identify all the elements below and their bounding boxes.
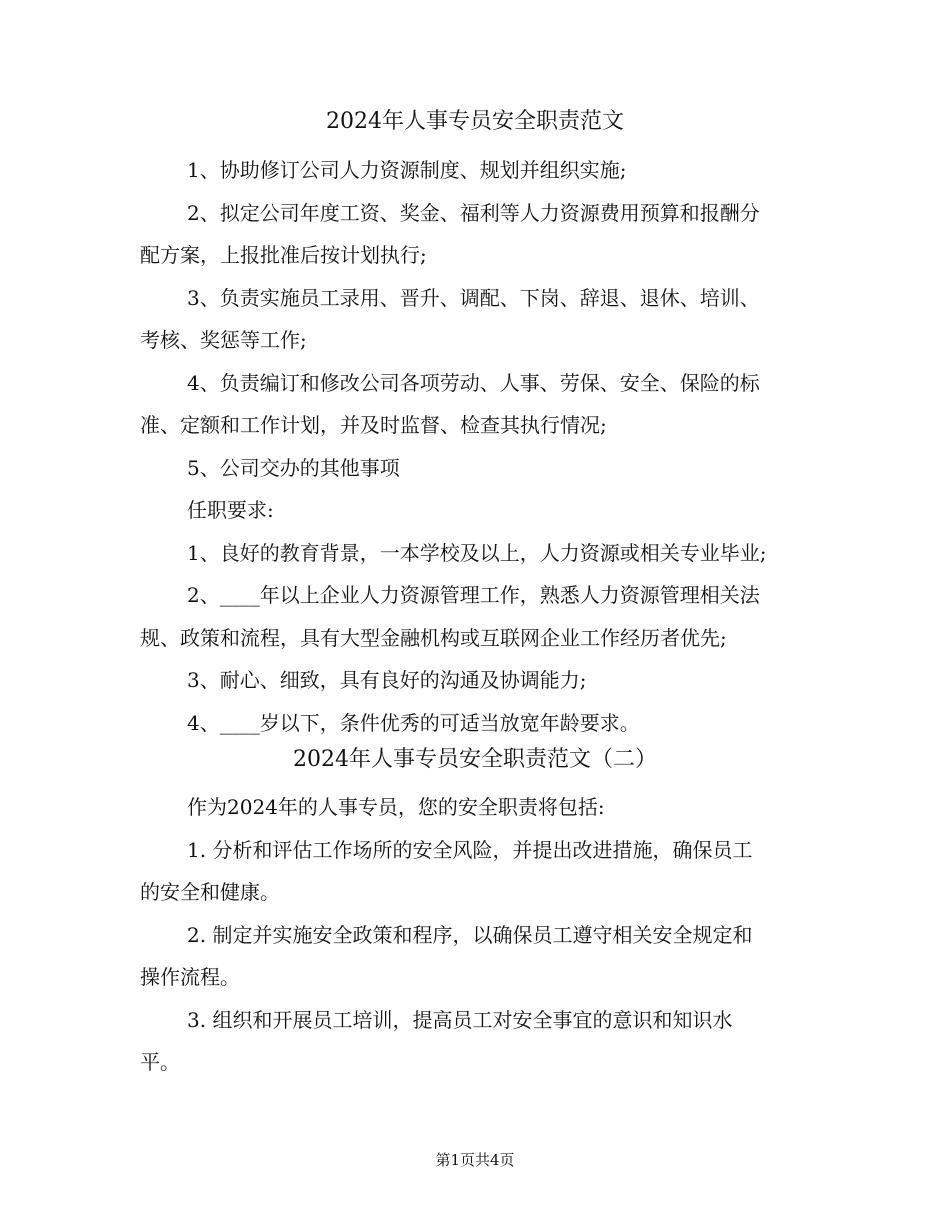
paragraph-line: 5、公司交办的其他事项 [187, 456, 400, 480]
paragraph-line: 1. 分析和评估工作场所的安全风险，并提出改进措施，确保员工 [187, 838, 753, 862]
paragraph-line: 4、负责编订和修改公司各项劳动、人事、劳保、安全、保险的标 [187, 371, 760, 395]
paragraph-line: 规、政策和流程，具有大型金融机构或互联网企业工作经历者优先; [140, 626, 727, 650]
paragraph-line: 3、负责实施员工录用、晋升、调配、下岗、辞退、退休、培训、 [187, 286, 760, 310]
section-heading: 任职要求: [187, 498, 274, 522]
paragraph-line: 1、协助修订公司人力资源制度、规划并组织实施; [187, 158, 627, 182]
paragraph-line: 2、____年以上企业人力资源管理工作，熟悉人力资源管理相关法 [187, 583, 760, 607]
document-title: 2024年人事专员安全职责范文 [326, 109, 624, 134]
paragraph-line: 平。 [140, 1050, 180, 1074]
paragraph-line: 2. 制定并实施安全政策和程序，以确保员工遵守相关安全规定和 [187, 923, 753, 947]
paragraph-line: 作为2024年的人事专员，您的安全职责将包括: [187, 795, 605, 819]
paragraph-line: 准、定额和工作计划，并及时监督、检查其执行情况; [140, 413, 607, 437]
paragraph-line: 操作流程。 [140, 965, 240, 989]
paragraph-line: 4、____岁以下，条件优秀的可适当放宽年龄要求。 [187, 711, 640, 735]
paragraph-line: 3、耐心、细致，具有良好的沟通及协调能力; [187, 668, 587, 692]
section-title: 2024年人事专员安全职责范文（二） [293, 747, 657, 772]
page-number: 第1页共4页 [435, 1151, 515, 1169]
paragraph-line: 1、良好的教育背景，一本学校及以上，人力资源或相关专业毕业; [187, 541, 767, 565]
paragraph-line: 考核、奖惩等工作; [140, 328, 307, 352]
paragraph-line: 2、拟定公司年度工资、奖金、福利等人力资源费用预算和报酬分 [187, 201, 760, 225]
paragraph-line: 3. 组织和开展员工培训，提高员工对安全事宜的意识和知识水 [187, 1008, 733, 1032]
paragraph-line: 配方案，上报批准后按计划执行; [140, 243, 427, 267]
paragraph-line: 的安全和健康。 [140, 880, 280, 904]
